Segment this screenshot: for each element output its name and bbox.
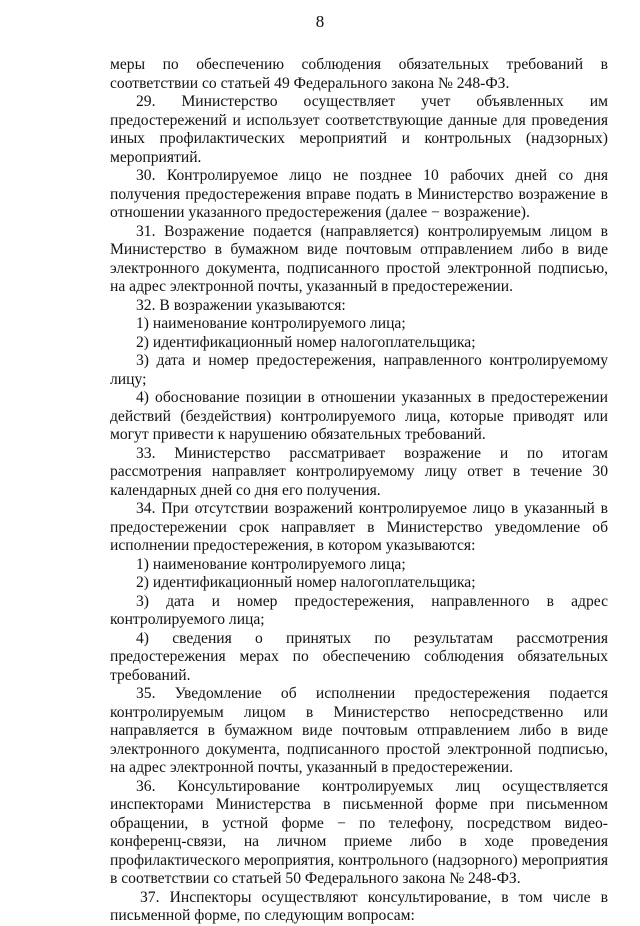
list-item: 1) наименование контролируемого лица;	[136, 315, 406, 332]
list-item: 3) дата и номер предостережения, направленного контролируемому лицу;	[110, 352, 608, 388]
list-item: 4) обоснование позиции в отношении указанных в предостережении действий (бездействия) контролируемого лица, которые приводят или могут привести к нарушению обязательных требований.	[110, 389, 608, 443]
paragraph-30: 30. Контролируемое лицо не позднее 10 рабочих дней со дня получения предостережения вправе подать в Министерство возражение в отношении указанного предостережения (далее − возражение).	[110, 167, 608, 221]
document-body	[110, 56, 608, 926]
page-number: 8	[315, 12, 325, 31]
paragraph-36: 36. Консультирование контролируемых лиц осуществляется инспекторами Министерства в письменной форме при письменном обращении, в устной форме − по телефону, посредством видео-конференц-связи, на личном приеме либо в ходе проведения профилактического мероприятия, контрольного (надзорного) мероприятия в соответствии со статьей 50 Федерального закона № 248-ФЗ.	[110, 777, 608, 887]
paragraph-37: 37. Инспекторы осуществляют консультирование, в том числе в письменной форме, по следующим вопросам:	[110, 888, 608, 924]
paragraph-32: 32. В возражении указываются:	[136, 296, 346, 314]
paragraph-29: 29. Министерство осуществляет учет объявленных им предостережений и использует соответствующие данные для проведения иных профилактических мероприятий и контрольных (надзорных) мероприятий.	[110, 93, 608, 166]
list-item: 2) идентификационный номер налогоплательщика;	[136, 574, 476, 591]
paragraph-33: 33. Министерство рассматривает возражение и по итогам рассмотрения направляет контролируемому лицу ответ в течение 30 календарных дней со дня его получения.	[110, 444, 608, 499]
paragraph-31: 31. Возражение подается (направляется) контролируемым лицом в Министерство в бумажном виде почтовым отправлением либо в виде электронного документа, подписанного простой электронной подписью, на адрес электронной почты, указанный в предостережении.	[110, 222, 608, 295]
paragraph-35: 35. Уведомление об исполнении предостережения подается контролируемым лицом в Министерство непосредственно или направляется в бумажном виде почтовым отправлением либо в виде электронного документа, подписанного простой электронной подписью, на адрес электронной почты, указанный в предостережении.	[110, 685, 608, 776]
list-item: 2) идентификационный номер налогоплательщика;	[136, 333, 476, 351]
paragraph: меры по обеспечению соблюдения обязательных требований в соответствии со статьей 49 Федерального закона № 248-ФЗ.	[110, 56, 608, 92]
list-item: 3) дата и номер предостережения, направленного в адрес контролируемого лица;	[110, 592, 608, 628]
list-item: 1) наименование контролируемого лица;	[136, 555, 406, 573]
list-item: 4) сведения о принятых по результатам рассмотрения предостережения мерах по обеспечению соблюдения обязательных требований.	[110, 629, 608, 684]
paragraph-34: 34. При отсутствии возражений контролируемое лицо в указанный в предостережении срок направляет в Министерство уведомление об исполнении предостережения, в котором указываются:	[110, 500, 608, 554]
